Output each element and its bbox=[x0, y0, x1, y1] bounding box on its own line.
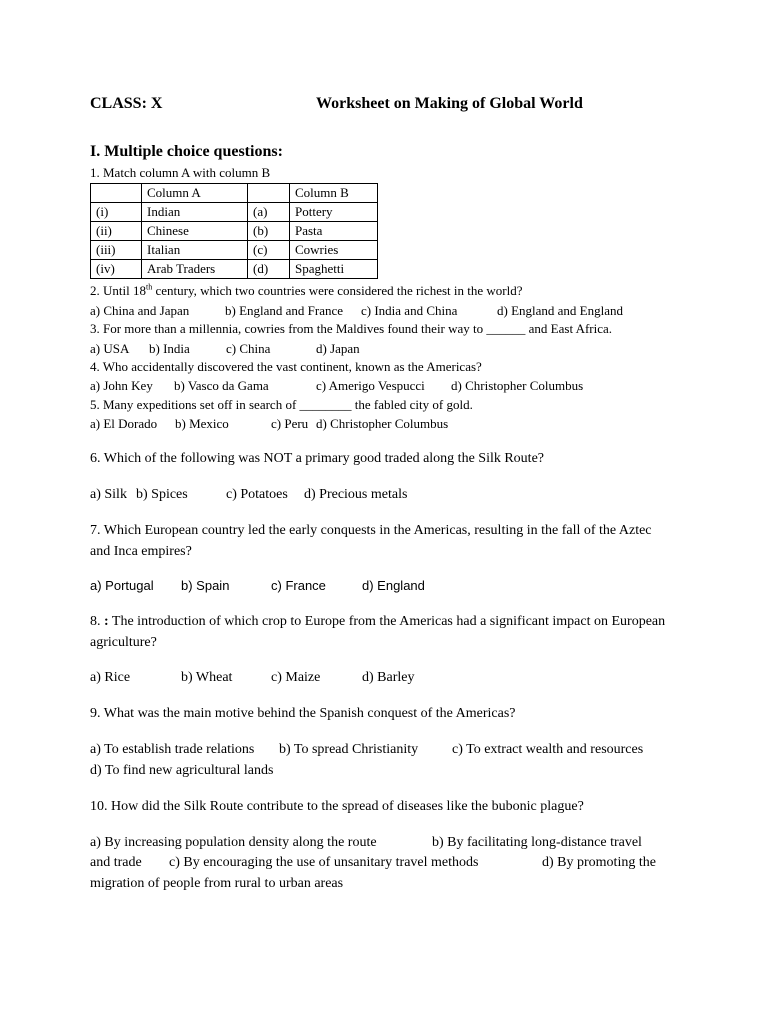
option-c: c) By encouraging the use of unsanitary travel methods bbox=[169, 855, 479, 870]
question-10: 10. How did the Silk Route contribute to the spread of diseases like the bubonic plague? bbox=[90, 799, 584, 814]
option-d: d) Christopher Columbus bbox=[316, 416, 449, 431]
question-9-options-line2 bbox=[90, 763, 273, 779]
column-a-cell: Italian bbox=[142, 241, 248, 260]
option-d: d) Precious metals bbox=[304, 487, 408, 502]
column-b-cell: Pottery bbox=[290, 203, 378, 222]
row-number: (iv) bbox=[91, 260, 142, 279]
option-c: c) Maize bbox=[271, 670, 321, 685]
option-a: a) Portugal bbox=[90, 578, 154, 593]
row-letter: (b) bbox=[248, 222, 290, 241]
question-2-prefix: 2. Until 18 bbox=[90, 283, 146, 298]
column-a-cell: Arab Traders bbox=[142, 260, 248, 279]
question-3: 3. For more than a millennia, cowries from the Maldives found their way to ______ and East Africa. bbox=[90, 321, 613, 336]
option-a: a) John Key bbox=[90, 378, 153, 393]
class-label: CLASS: X bbox=[90, 95, 163, 112]
option-b: b) England and France bbox=[225, 303, 344, 318]
option-c: c) Amerigo Vespucci bbox=[316, 378, 425, 393]
option-d: d) England bbox=[362, 578, 425, 593]
question-5-options bbox=[90, 416, 448, 432]
option-a: a) To establish trade relations bbox=[90, 742, 255, 757]
column-b-header: Column B bbox=[290, 184, 378, 203]
table-row bbox=[91, 222, 378, 241]
superscript-th: th bbox=[145, 282, 153, 292]
question-8-options bbox=[90, 670, 414, 686]
table-row bbox=[91, 241, 378, 260]
option-b-part: b) By facilitating long-distance travel bbox=[432, 835, 642, 850]
option-a: a) By increasing population density along the route bbox=[90, 835, 377, 850]
question-8-prefix: 8. bbox=[90, 614, 104, 629]
option-a: a) Rice bbox=[90, 670, 131, 685]
column-b-cell: Spaghetti bbox=[290, 260, 378, 279]
table-row bbox=[91, 260, 378, 279]
question-4-options bbox=[90, 378, 583, 394]
option-d: d) Japan bbox=[316, 341, 360, 356]
option-a: a) El Dorado bbox=[90, 416, 158, 431]
option-b: b) Spices bbox=[136, 487, 188, 502]
match-table bbox=[90, 183, 378, 279]
option-b: b) Spain bbox=[181, 578, 230, 593]
question-2 bbox=[90, 283, 522, 299]
column-a-cell: Chinese bbox=[142, 222, 248, 241]
row-number: (i) bbox=[91, 203, 142, 222]
option-c: c) India and China bbox=[361, 303, 458, 318]
question-5: 5. Many expeditions set off in search of ________ the fabled city of gold. bbox=[90, 397, 473, 412]
option-b: b) To spread Christianity bbox=[279, 742, 419, 757]
question-10-options-line2 bbox=[90, 855, 656, 871]
option-c: c) China bbox=[226, 341, 271, 356]
question-9-options-line1 bbox=[90, 742, 643, 758]
option-d: d) Barley bbox=[362, 670, 415, 685]
worksheet-title: Worksheet on Making of Global World bbox=[316, 95, 583, 112]
question-10-options-line3 bbox=[90, 876, 343, 892]
question-10-options-line1 bbox=[90, 835, 642, 851]
question-6: 6. Which of the following was NOT a primary good traded along the Silk Route? bbox=[90, 451, 545, 466]
row-letter: (c) bbox=[248, 241, 290, 260]
option-b: b) Mexico bbox=[175, 416, 229, 431]
option-d: d) England and England bbox=[497, 303, 623, 318]
question-7: 7. Which European country led the early conquests in the Americas, resulting in the fall of the Aztec and Inca empires? bbox=[90, 523, 652, 559]
question-4: 4. Who accidentally discovered the vast continent, known as the Americas? bbox=[90, 359, 482, 374]
question-1: 1. Match column A with column B bbox=[90, 165, 271, 180]
option-b: b) India bbox=[149, 341, 190, 356]
question-8 bbox=[90, 611, 670, 653]
option-b: b) Wheat bbox=[181, 670, 233, 685]
option-c: c) France bbox=[271, 578, 326, 593]
table-header-row bbox=[91, 184, 378, 203]
question-8-colon: : bbox=[104, 614, 109, 629]
option-d: d) Christopher Columbus bbox=[451, 378, 584, 393]
option-c: c) Potatoes bbox=[226, 487, 288, 502]
column-a-cell: Indian bbox=[142, 203, 248, 222]
column-a-header: Column A bbox=[142, 184, 248, 203]
question-2-suffix: century, which two countries were considered the richest in the world? bbox=[152, 283, 523, 298]
question-9: 9. What was the main motive behind the Spanish conquest of the Americas? bbox=[90, 706, 516, 721]
row-number: (ii) bbox=[91, 222, 142, 241]
column-b-cell: Pasta bbox=[290, 222, 378, 241]
option-d-part: d) By promoting the bbox=[542, 855, 656, 870]
option-d: d) To find new agricultural lands bbox=[90, 763, 274, 778]
option-d-continued: migration of people from rural to urban areas bbox=[90, 876, 344, 891]
table-cell bbox=[248, 184, 290, 203]
option-b: b) Vasco da Gama bbox=[174, 378, 269, 393]
question-2-options bbox=[90, 303, 623, 319]
question-3-options bbox=[90, 341, 360, 357]
option-a: a) Silk bbox=[90, 487, 127, 502]
option-c: c) To extract wealth and resources bbox=[452, 742, 644, 757]
question-7-options bbox=[90, 578, 425, 594]
question-6-options bbox=[90, 487, 407, 503]
option-c: c) Peru bbox=[271, 416, 309, 431]
table-row bbox=[91, 203, 378, 222]
row-letter: (d) bbox=[248, 260, 290, 279]
section-title: I. Multiple choice questions: bbox=[90, 143, 283, 160]
question-8-text: The introduction of which crop to Europe from the Americas had a significant impact on European agriculture? bbox=[90, 614, 666, 650]
row-number: (iii) bbox=[91, 241, 142, 260]
option-b-continued: and trade bbox=[90, 855, 142, 870]
column-b-cell: Cowries bbox=[290, 241, 378, 260]
option-a: a) China and Japan bbox=[90, 303, 190, 318]
option-a: a) USA bbox=[90, 341, 130, 356]
table-cell bbox=[91, 184, 142, 203]
row-letter: (a) bbox=[248, 203, 290, 222]
